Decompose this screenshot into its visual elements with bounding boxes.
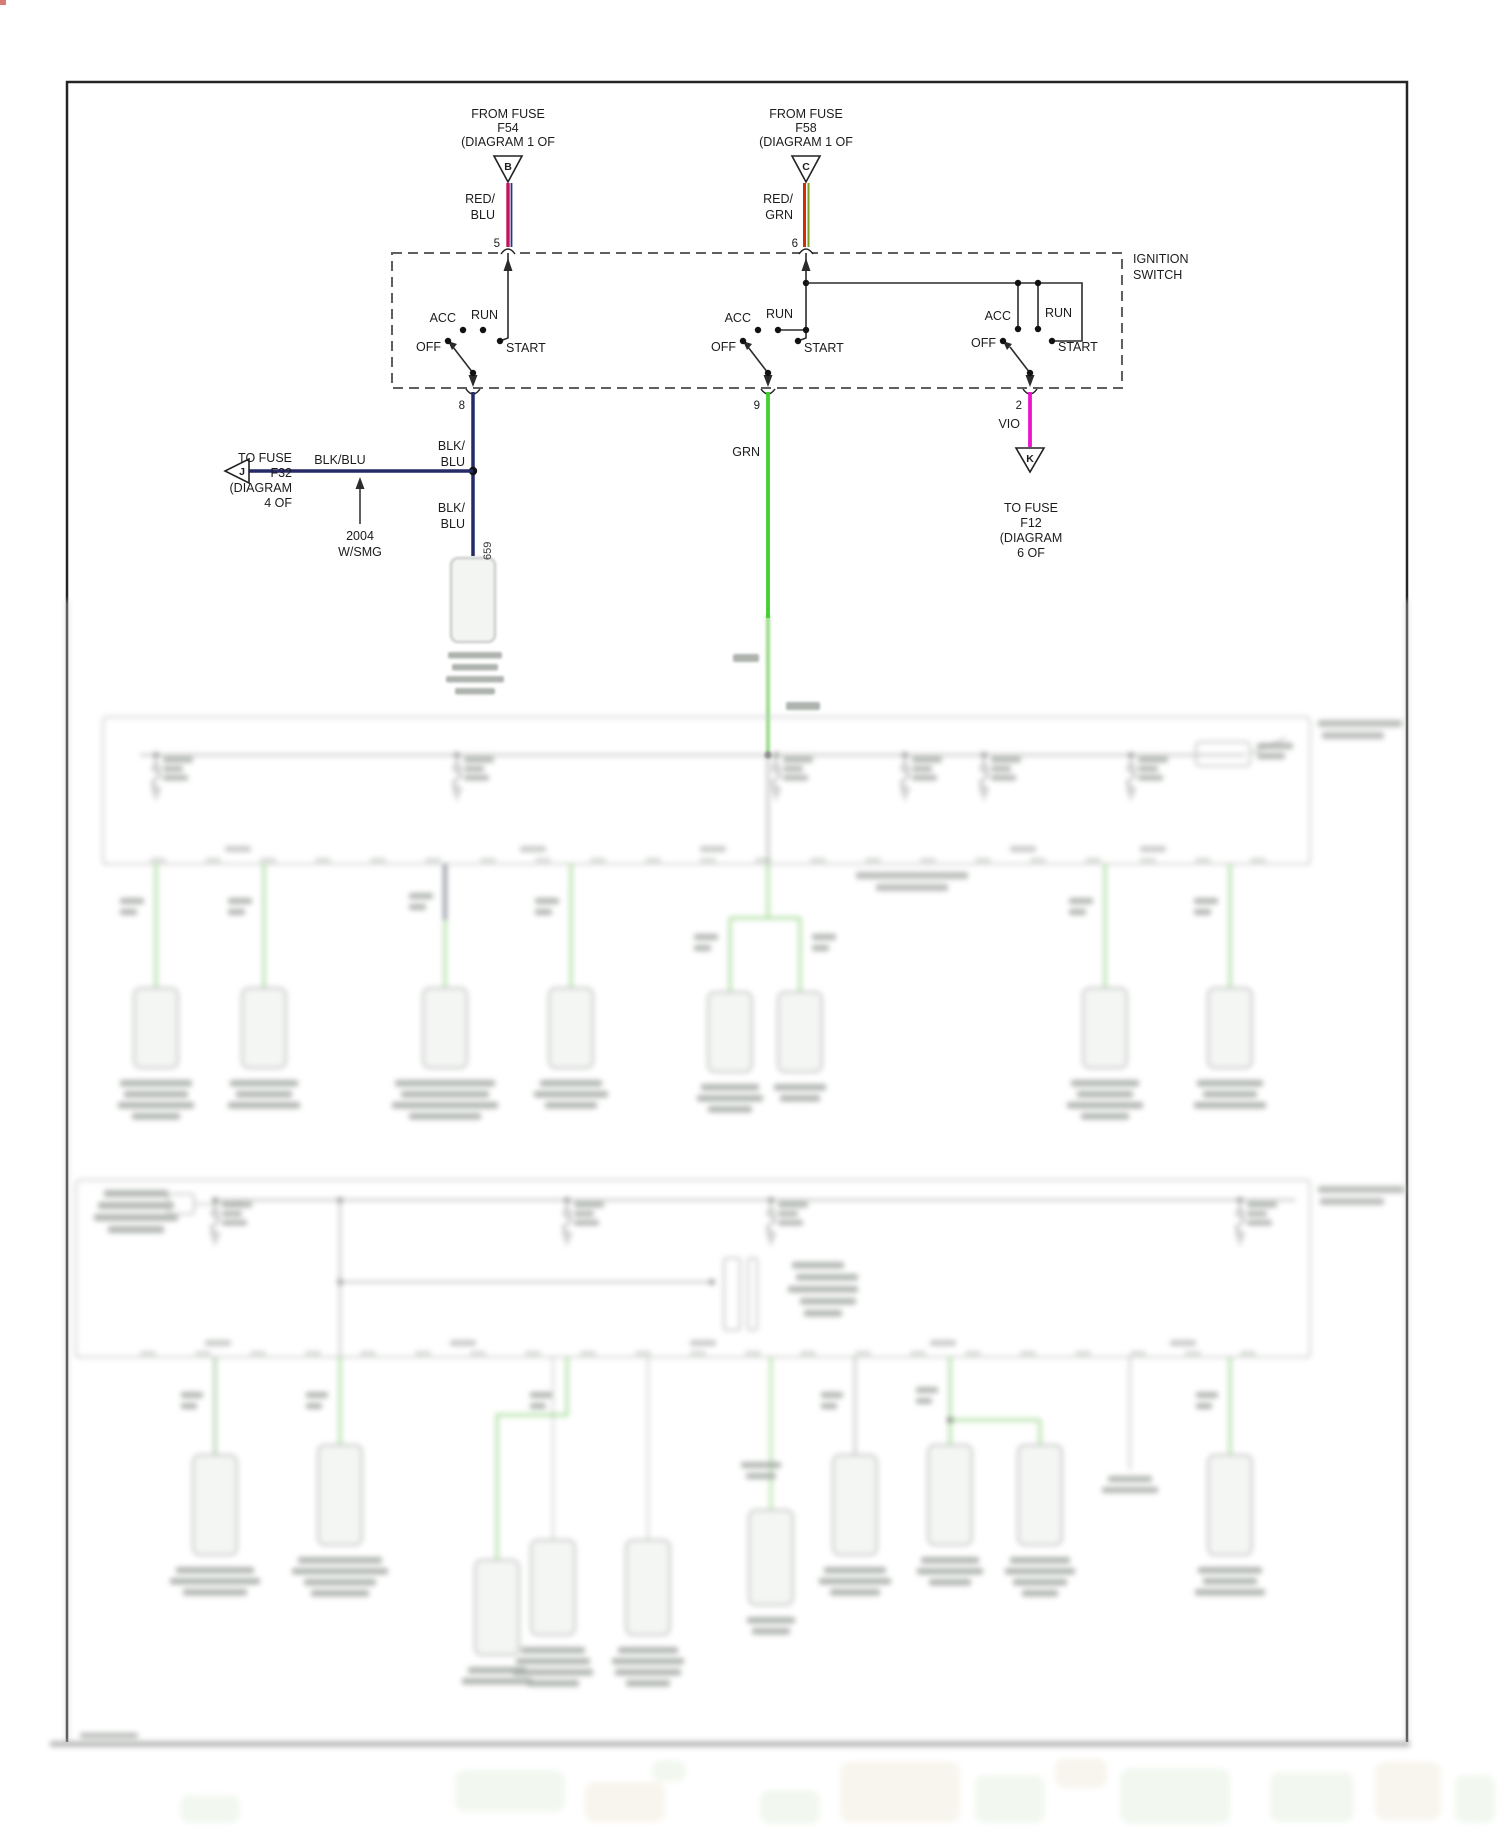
pin-6-label: 6 <box>791 238 798 250</box>
switch1-run-label: RUN <box>471 308 499 322</box>
switch1-acc-contact <box>460 327 466 333</box>
ignition-switch-outline <box>392 253 1122 388</box>
switch3-acc-contact <box>1015 326 1021 332</box>
note-line1: 2004 <box>346 529 374 543</box>
feed-from-fuse-f58 <box>759 107 853 250</box>
switch3-acc-label: ACC <box>984 309 1011 323</box>
link-k-line4: 6 OF <box>1017 546 1045 560</box>
switch1-start-contact <box>497 338 503 344</box>
switch1-start-label: START <box>506 341 546 355</box>
ignition-switch-title1: IGNITION <box>1133 252 1189 266</box>
switch1-wiper-arm <box>453 347 473 373</box>
switch3-contacts <box>1000 280 1055 376</box>
switch3-off-label: OFF <box>971 336 996 350</box>
wire-blk-blu-label2: BLU <box>440 455 465 469</box>
note-pointer-arrow-icon <box>356 477 365 489</box>
ignition-switch-gang-1 <box>416 253 546 387</box>
feed-c-line1: FROM FUSE <box>769 107 843 121</box>
switch1-down-arrow-icon <box>469 375 478 387</box>
switch3-run-tap <box>1035 280 1041 286</box>
wire-blk-blu2-label1: BLK/ <box>437 501 465 515</box>
switch1-contacts <box>445 327 503 376</box>
switch2-wiper-arm <box>748 347 768 373</box>
switch2-run-label: RUN <box>766 307 794 321</box>
feed-b-line1: FROM FUSE <box>471 107 545 121</box>
link-j-line4: 4 OF <box>264 496 292 510</box>
switch2-start-contact <box>795 338 801 344</box>
wire-blk-blu-horizontal-label: BLK/BLU <box>314 453 366 467</box>
switch2-off-label: OFF <box>711 340 736 354</box>
link-k-line3: (DIAGRAM <box>999 531 1063 545</box>
harness-id-label: 659 <box>482 541 494 560</box>
link-k-line2: F12 <box>1020 516 1042 530</box>
switch2-run-contact <box>775 327 781 333</box>
pin-2-label: 2 <box>1015 400 1022 412</box>
pin-9-label: 9 <box>753 400 760 412</box>
wire-blk-blu-label1: BLK/ <box>437 439 465 453</box>
switch3-feed-line <box>806 283 1082 341</box>
switch2-off-contact <box>740 338 746 344</box>
switch3-acc-tap <box>1015 280 1021 286</box>
switch3-labels <box>971 306 1098 354</box>
blurred-decor-near <box>446 558 820 759</box>
wire-red-blu-label1: RED/ <box>465 192 495 206</box>
pin-5-label: 5 <box>493 238 500 250</box>
switch3-pivot <box>1027 370 1033 376</box>
wire-red-grn-label2: GRN <box>765 208 793 222</box>
switch2-down-arrow-icon <box>764 375 773 387</box>
wire-red-grn-label1: RED/ <box>763 192 793 206</box>
switch1-run-contact <box>480 327 486 333</box>
wire-vio-label: VIO <box>998 417 1020 431</box>
switch2-up-arrow-icon <box>802 258 811 271</box>
wire-blk-blu2-label2: BLU <box>440 517 465 531</box>
wire-grn-label: GRN <box>732 445 760 459</box>
switch1-pivot <box>470 370 476 376</box>
note-line2: W/SMG <box>338 545 382 559</box>
switch2-feed-junction <box>803 327 809 333</box>
connector-b-letter: B <box>504 161 512 173</box>
output-pin8-blk-blu <box>438 392 494 560</box>
connector-k-letter: K <box>1026 453 1034 465</box>
feed-c-line2: F58 <box>795 121 817 135</box>
blurred-decor-far <box>50 600 1495 1824</box>
connector-j-letter: J <box>239 466 245 478</box>
switch2-acc-label: ACC <box>724 311 751 325</box>
link-to-fuse-f32 <box>225 451 473 559</box>
ignition-switch-gang-3 <box>806 280 1098 387</box>
switch3-start-label: START <box>1058 340 1098 354</box>
output-pin9-grn <box>732 392 768 618</box>
link-j-line1: TO FUSE <box>238 451 292 465</box>
switch1-acc-label: ACC <box>429 311 456 325</box>
ignition-switch-title2: SWITCH <box>1133 268 1183 282</box>
switch2-pivot <box>765 370 771 376</box>
switch3-off-contact <box>1000 338 1006 344</box>
feed-b-line2: F54 <box>497 121 519 135</box>
switch2-acc-contact <box>755 327 761 333</box>
switch3-wiper-arm <box>1010 347 1030 373</box>
link-k-line1: TO FUSE <box>1004 501 1058 515</box>
switch2-start-label: START <box>804 341 844 355</box>
switch3-run-contact <box>1035 326 1041 332</box>
switch1-off-contact <box>445 338 451 344</box>
feed-c-line3: (DIAGRAM 1 OF <box>759 135 853 149</box>
output-pin2-vio <box>998 392 1062 560</box>
switch3-run-label: RUN <box>1045 306 1073 320</box>
connector-c-letter: C <box>802 161 810 173</box>
switch3-start-contact <box>1049 338 1055 344</box>
switch1-up-arrow-icon <box>504 258 513 271</box>
feed-from-fuse-f54 <box>461 107 555 250</box>
pin-8-label: 8 <box>458 400 465 412</box>
link-j-line3: (DIAGRAM <box>229 481 292 495</box>
switch1-off-label: OFF <box>416 340 441 354</box>
link-j-line2: F32 <box>270 466 292 480</box>
scan-artifact <box>0 0 6 5</box>
switch3-down-arrow-icon <box>1026 375 1035 387</box>
feed-b-line3: (DIAGRAM 1 OF <box>461 135 555 149</box>
ignition-switch-gang-2 <box>711 253 844 387</box>
switch2-contacts <box>740 280 809 376</box>
wire-red-blu-label2: BLU <box>470 208 495 222</box>
